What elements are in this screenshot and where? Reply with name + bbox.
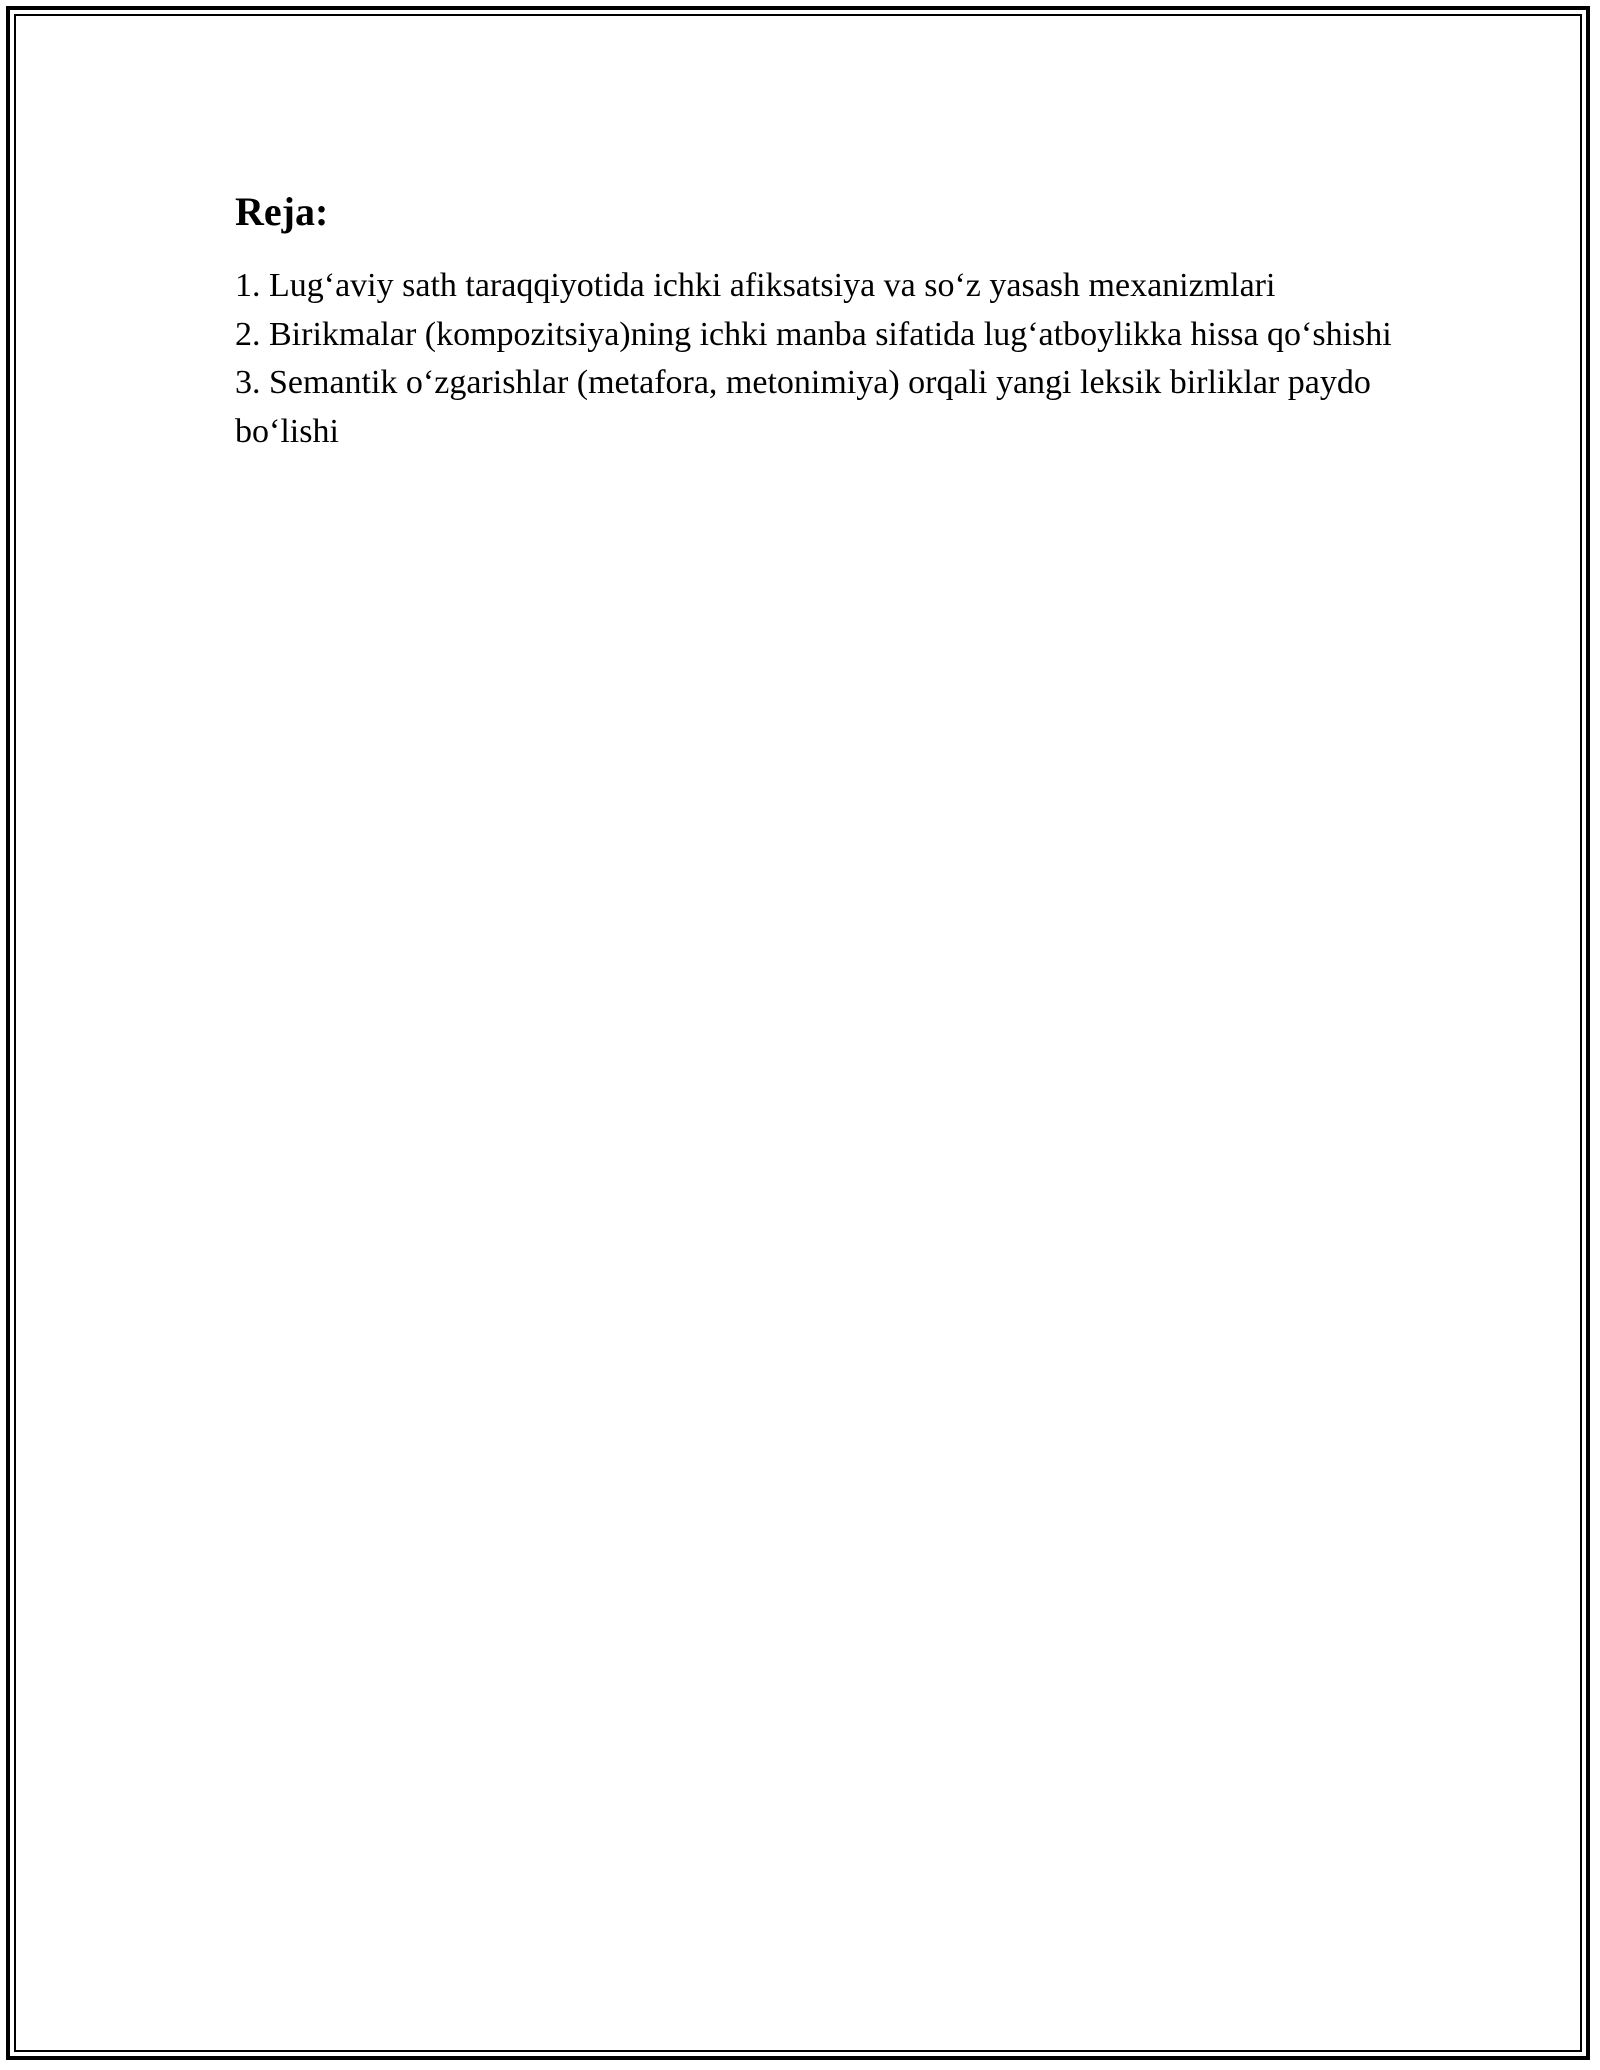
plan-item-3: 3. Semantik o‘zgarishlar (metafora, metonimiya) orqali yangi leksik birliklar paydo bo‘lishi — [235, 364, 1371, 450]
document-body — [235, 186, 1415, 456]
plan-list — [235, 262, 1415, 456]
plan-title: Reja: — [235, 189, 329, 234]
plan-item-1: 1. Lug‘aviy sath taraqqiyotida ichki afiksatsiya va so‘z yasash mexanizmlari — [235, 267, 1276, 304]
plan-item-2: 2. Birikmalar (kompozitsiya)ning ichki manba sifatida lug‘atboylikka hissa qo‘shishi — [235, 315, 1392, 353]
